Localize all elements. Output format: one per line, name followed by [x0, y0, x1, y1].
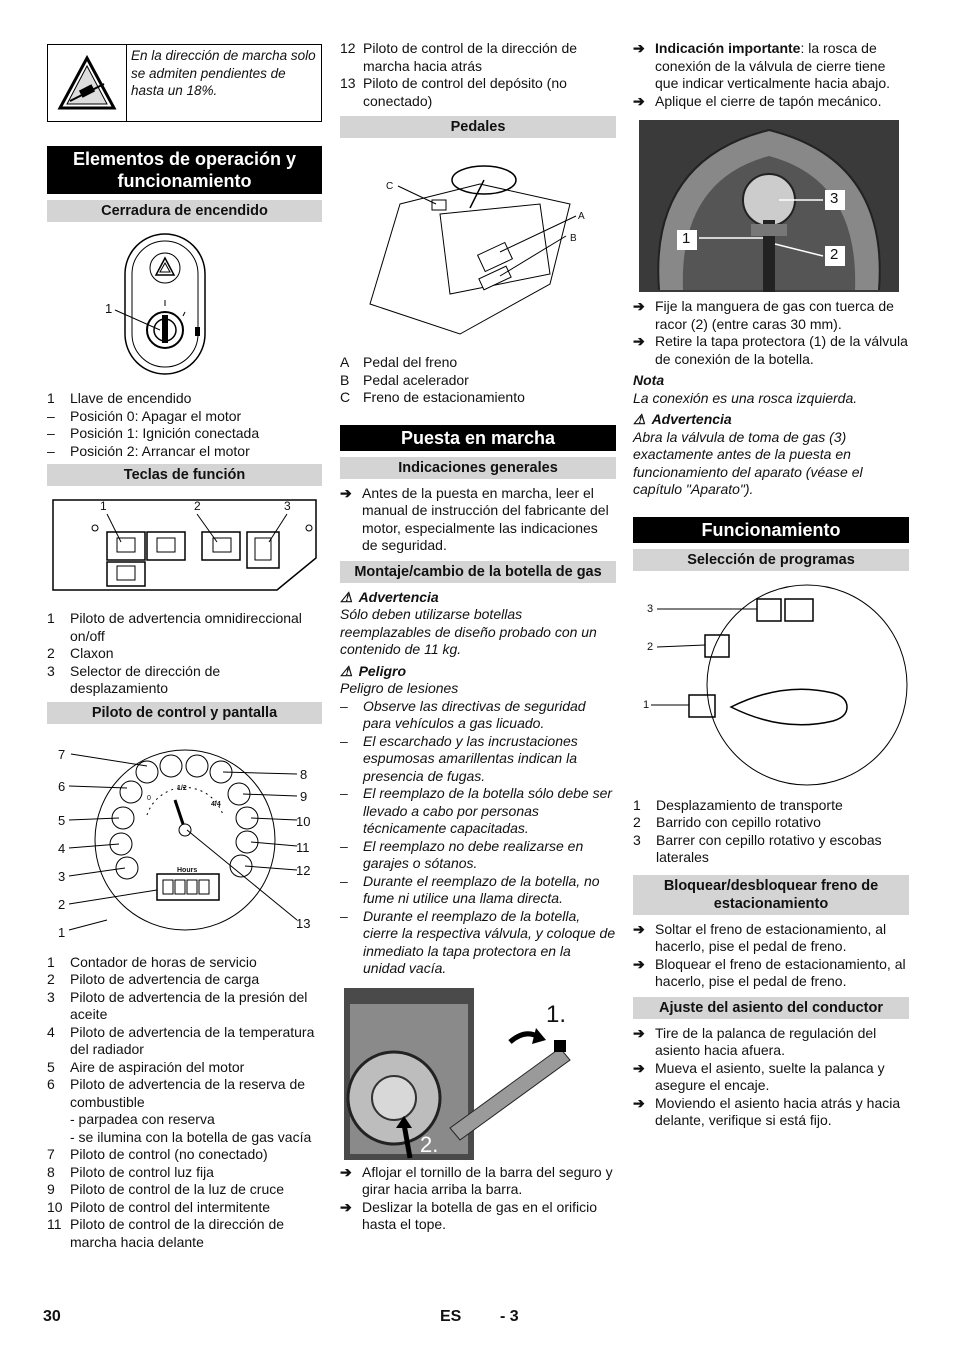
list-item: C Freno de estacionamiento	[340, 389, 525, 405]
list-item: 2 Piloto de advertencia de carga	[47, 971, 260, 987]
display-hours-label: Hours	[177, 866, 198, 874]
column-right	[633, 40, 909, 1130]
pedals-callout-c: C	[386, 181, 394, 192]
valve-callout-1: 1	[682, 230, 691, 247]
warning-triangle-icon: ⚠	[633, 411, 646, 427]
section-title-controls: Elementos de operación y funcionamiento	[47, 146, 322, 194]
page-number: 30	[43, 1308, 61, 1325]
slope-note-text: En la dirección de marcha solo se admiten pendientes de hasta un 18%.	[131, 48, 316, 98]
ignition-callout-1: 1	[105, 301, 113, 316]
list-item: – Observe las directivas de seguridad para vehículos a gas licuado.	[340, 697, 586, 731]
step-item: ➔ Aplique el cierre de tapón mecánico.	[633, 92, 882, 109]
display-callout-13: 13	[296, 915, 311, 931]
display-callout-8: 8	[300, 766, 308, 782]
list-item: 1 Llave de encendido	[47, 390, 192, 406]
list-item: - parpadea con reserva	[70, 1111, 215, 1127]
slope-note-box	[47, 44, 322, 122]
list-item: 11 Piloto de control de la dirección de marcha hacia delante	[47, 1216, 285, 1250]
danger-text: Peligro de lesiones	[340, 680, 459, 696]
step-item: ➔ Antes de la puesta en marcha, leer el manual de instrucción del fabricante del motor, especialmente las indicaciones de seguridad.	[340, 484, 609, 553]
ignition-figure	[47, 230, 322, 380]
pedals-callout-a: A	[578, 211, 585, 222]
list-item: 3 Barrer con cepillo rotativo y escobas laterales	[633, 831, 882, 865]
heading-ignition: Cerradura de encendido	[47, 200, 322, 222]
list-item: 6 Piloto de advertencia de la reserva de combustible	[47, 1076, 306, 1110]
sub-page-number: - 3	[500, 1308, 519, 1325]
step-item: ➔ Moviendo el asiento hacia atrás y hacia delante, verifique si está fijo.	[633, 1094, 901, 1128]
valve-callout-2: 2	[830, 246, 839, 263]
display-callout-4: 4	[58, 840, 66, 856]
warning-heading: ⚠ Advertencia	[340, 588, 439, 605]
step-item: ➔ Mueva el asiento, suelte la palanca y asegure el encaje.	[633, 1059, 885, 1093]
pedals-callout-b: B	[570, 233, 577, 244]
programs-callout-2: 2	[647, 640, 654, 653]
display-callout-5: 5	[58, 812, 66, 828]
note-heading: Nota	[633, 372, 665, 388]
display-callout-12: 12	[296, 862, 311, 878]
function-keys-callout-3: 3	[284, 499, 291, 513]
display-diagram	[47, 730, 322, 944]
section-title-startup: Puesta en marcha	[340, 425, 616, 451]
function-keys-diagram	[47, 494, 322, 594]
list-item: 10 Piloto de control del intermitente	[47, 1198, 270, 1215]
bottle-photo	[340, 988, 616, 1160]
language-code: ES	[440, 1308, 462, 1325]
list-item: – Durante el reemplazo de la botella, cierre la respectiva válvula, y coloque de inmediato la tapa protectora en la unidad vacía.	[340, 907, 616, 976]
list-item: – El reemplazo de la botella sólo debe ser llevado a cabo por personas técnicamente capacitadas.	[340, 785, 613, 836]
heading-parking-brake: Bloquear/desbloquear freno de estacionamiento	[633, 875, 909, 915]
display-callout-11: 11	[296, 839, 310, 855]
display-callout-6: 6	[58, 778, 66, 794]
bottle-step-label-1: 1.	[546, 1000, 567, 1028]
step-item: ➔ Fije la manguera de gas con tuerca de racor (2) (entre caras 30 mm).	[633, 298, 894, 332]
list-item: 3 Piloto de advertencia de la presión del aceite	[47, 988, 308, 1022]
step-item: ➔ Indicación importante: la rosca de conexión de la válvula de cierre tiene que indicar verticalmente hacia abajo.	[633, 40, 891, 91]
display-gauge-full: 4/4	[211, 800, 221, 808]
valve-photo	[639, 120, 909, 292]
bottle-step-label-2: 2.	[420, 1131, 439, 1157]
display-gauge-zero: 0	[147, 794, 151, 802]
heading-general: Indicaciones generales	[340, 457, 616, 479]
step-item: ➔ Deslizar la botella de gas en el orificio hasta el tope.	[340, 1198, 598, 1232]
section-title-operation: Funcionamiento	[633, 517, 909, 543]
list-item: - se ilumina con la botella de gas vacía	[70, 1128, 312, 1145]
warning-heading: ⚠ Advertencia	[633, 411, 732, 427]
warning-text: Sólo deben utilizarse botellas reemplazables de diseño probado con un contenido de 11 kg.	[340, 606, 597, 657]
warning-triangle-icon: ⚠	[340, 588, 353, 605]
warning-text: Abra la válvula de toma de gas (3) exactamente antes de la puesta en funcionamiento del aparato (véase el capítulo "Aparato").	[633, 428, 863, 497]
display-callout-9: 9	[300, 788, 308, 804]
list-item: 2 Barrido con cepillo rotativo	[633, 814, 821, 830]
list-item: 2 Claxon	[47, 645, 114, 661]
valve-photo-image	[639, 120, 899, 292]
step-item: ➔ Soltar el freno de estacionamiento, al hacerlo, pise el pedal de freno.	[633, 920, 887, 954]
list-item: – El escarchado y las incrustaciones espumosas amarillentas indican la presencia de fugas.	[340, 732, 578, 784]
step-item: ➔ Bloquear el freno de estacionamiento, al hacerlo, pise el pedal de freno.	[633, 955, 906, 989]
list-item: – El reemplazo no debe realizarse en garajes o sótanos.	[340, 837, 584, 871]
list-item: – Posición 1: Ignición conectada	[47, 425, 260, 441]
heading-programs: Selección de programas	[633, 549, 909, 571]
programs-callout-3: 3	[647, 602, 654, 615]
display-callout-2: 2	[58, 896, 66, 912]
display-gauge-half: 1/2	[177, 784, 187, 792]
list-item: – Posición 0: Apagar el motor	[47, 407, 242, 424]
list-item: – Durante el reemplazo de la botella, no fume ni utilice una llama directa.	[340, 872, 600, 906]
display-figure	[47, 730, 322, 944]
bottle-photo-image	[340, 988, 616, 1160]
list-item: B Pedal acelerador	[340, 371, 469, 388]
note-text: La conexión es una rosca izquierda.	[633, 389, 858, 406]
list-item: A Pedal del freno	[340, 354, 458, 370]
heading-pedals: Pedales	[340, 116, 616, 138]
program-selector-diagram	[633, 577, 909, 787]
display-callout-3: 3	[58, 868, 66, 884]
list-item: 12 Piloto de control de la dirección de marcha hacia atrás	[340, 40, 578, 74]
list-item: 8 Piloto de control luz fija	[47, 1163, 214, 1180]
heading-bottle: Montaje/cambio de la botella de gas	[340, 561, 616, 583]
step-item: ➔ Retire la tapa protectora (1) de la válvula de conexión de la botella.	[633, 333, 908, 367]
programs-figure	[633, 577, 909, 787]
list-item: 1 Piloto de advertencia omnidireccional on/off	[47, 610, 302, 644]
list-item: 7 Piloto de control (no conectado)	[47, 1146, 268, 1162]
function-keys-callout-1: 1	[100, 499, 107, 513]
list-item: – Posición 2: Arrancar el motor	[47, 442, 250, 459]
valve-callout-3: 3	[830, 190, 839, 207]
list-item: 3 Selector de dirección de desplazamiento	[47, 662, 221, 696]
step-item: ➔ Aflojar el tornillo de la barra del seguro y girar hacia arriba la barra.	[340, 1163, 613, 1197]
ignition-diagram	[47, 230, 322, 380]
list-item: 5 Aire de aspiración del motor	[47, 1058, 245, 1075]
function-keys-figure	[47, 494, 322, 600]
heading-seat: Ajuste del asiento del conductor	[633, 997, 909, 1019]
list-item: 1 Contador de horas de servicio	[47, 953, 257, 970]
slope-warning-icon	[48, 45, 127, 121]
programs-callout-1: 1	[643, 698, 650, 711]
list-item: 9 Piloto de control de la luz de cruce	[47, 1181, 285, 1197]
list-item: 13 Piloto de control del depósito (no conectado)	[340, 75, 567, 109]
function-keys-callout-2: 2	[194, 499, 201, 513]
column-middle	[340, 40, 616, 1234]
step-item: ➔ Tire de la palanca de regulación del asiento hacia afuera.	[633, 1024, 877, 1058]
column-left	[47, 40, 322, 1251]
heading-function-keys: Teclas de función	[47, 464, 322, 486]
heading-display: Piloto de control y pantalla	[47, 702, 322, 724]
warning-triangle-icon: ⚠	[340, 662, 353, 679]
display-callout-7: 7	[58, 746, 66, 762]
display-callout-1: 1	[58, 924, 66, 940]
list-item: 4 Piloto de advertencia de la temperatura del radiador	[47, 1023, 315, 1057]
display-callout-10: 10	[296, 813, 311, 829]
pedals-figure	[340, 144, 616, 344]
danger-heading: ⚠ Peligro	[340, 662, 407, 679]
list-item: 1 Desplazamiento de transporte	[633, 796, 843, 813]
